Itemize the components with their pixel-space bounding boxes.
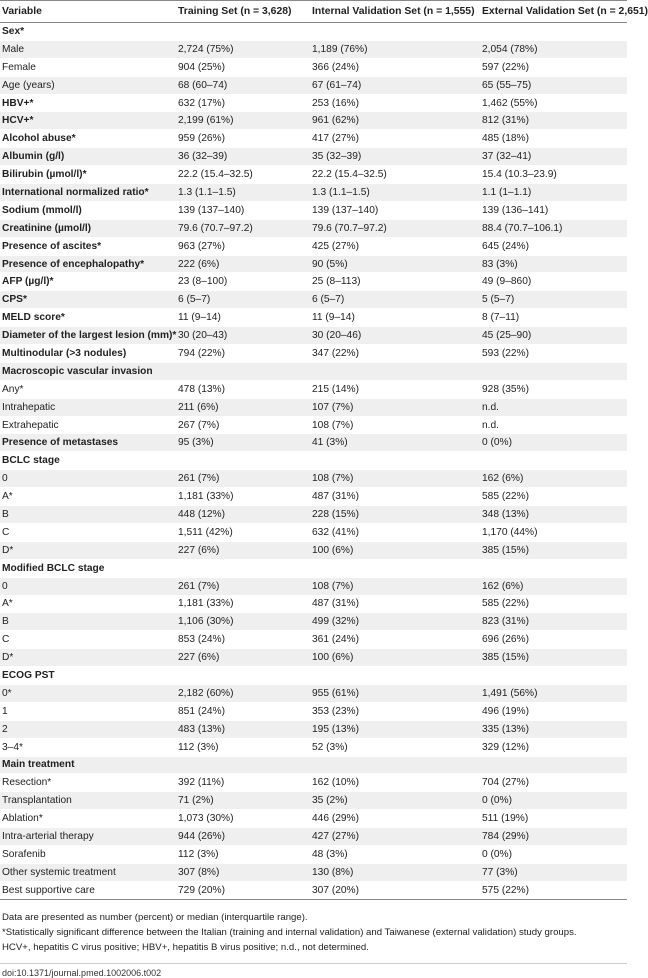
table-row (0, 112, 627, 130)
table-row (0, 613, 627, 631)
training-value: 1.3 (1.1–1.5) (176, 184, 310, 202)
external-value: 812 (31%) (480, 112, 627, 130)
internal-value: 1.3 (1.1–1.5) (310, 184, 480, 202)
training-value: 112 (3%) (176, 738, 310, 756)
row-label: Extrahepatic (0, 416, 176, 434)
table-row (0, 559, 627, 577)
training-value: 112 (3%) (176, 845, 310, 863)
table-row (0, 810, 627, 828)
external-value: 496 (19%) (480, 702, 627, 720)
internal-value (310, 667, 480, 685)
row-label: 0 (0, 577, 176, 595)
row-label: Other systemic treatment (0, 863, 176, 881)
table-row (0, 201, 627, 219)
table-row (0, 291, 627, 309)
table-row (0, 720, 627, 738)
table-row (0, 148, 627, 166)
table-row (0, 595, 627, 613)
table-row (0, 76, 627, 94)
training-value: 79.6 (70.7–97.2) (176, 219, 310, 237)
training-value: 1,181 (33%) (176, 488, 310, 506)
external-value (480, 559, 627, 577)
row-label: Albumin (g/l) (0, 148, 176, 166)
internal-value: 25 (8–113) (310, 273, 480, 291)
external-value: 585 (22%) (480, 595, 627, 613)
internal-value: 90 (5%) (310, 255, 480, 273)
internal-value (310, 452, 480, 470)
internal-value: 79.6 (70.7–97.2) (310, 219, 480, 237)
row-label: B (0, 506, 176, 524)
training-value: 71 (2%) (176, 792, 310, 810)
training-value (176, 756, 310, 774)
footnote: HCV+, hepatitis C virus positive; HBV+, hepatitis B virus positive; n.d., not determined. (2, 941, 369, 953)
training-value (176, 667, 310, 685)
internal-value: 347 (22%) (310, 345, 480, 363)
training-value: 227 (6%) (176, 649, 310, 667)
internal-value: 487 (31%) (310, 595, 480, 613)
table-row (0, 649, 627, 667)
row-label: Female (0, 58, 176, 76)
training-value: 944 (26%) (176, 828, 310, 846)
training-value: 392 (11%) (176, 774, 310, 792)
table-row (0, 470, 627, 488)
internal-value: 487 (31%) (310, 488, 480, 506)
row-label: HBV+* (0, 94, 176, 112)
table-row (0, 362, 627, 380)
internal-value: 100 (6%) (310, 649, 480, 667)
table-row (0, 255, 627, 273)
training-value: 2,199 (61%) (176, 112, 310, 130)
external-value: 597 (22%) (480, 58, 627, 76)
table-row (0, 488, 627, 506)
external-value: 784 (29%) (480, 828, 627, 846)
row-label: Modified BCLC stage (0, 559, 176, 577)
row-label: Transplantation (0, 792, 176, 810)
external-value (480, 756, 627, 774)
internal-value: 52 (3%) (310, 738, 480, 756)
external-value: 49 (9–860) (480, 273, 627, 291)
row-label: Ablation* (0, 810, 176, 828)
header-external-validation-set: External Validation Set (n = 2,651) (480, 1, 627, 23)
external-value: 83 (3%) (480, 255, 627, 273)
row-label: Multinodular (>3 nodules) (0, 345, 176, 363)
training-value: 6 (5–7) (176, 291, 310, 309)
row-label: Resection* (0, 774, 176, 792)
training-value (176, 23, 310, 41)
training-value: 959 (26%) (176, 130, 310, 148)
training-value: 483 (13%) (176, 720, 310, 738)
row-label: Intrahepatic (0, 398, 176, 416)
internal-value: 139 (137–140) (310, 201, 480, 219)
internal-value: 30 (20–46) (310, 327, 480, 345)
internal-value: 67 (61–74) (310, 76, 480, 94)
training-value: 904 (25%) (176, 58, 310, 76)
row-label: 0* (0, 684, 176, 702)
internal-value: 427 (27%) (310, 828, 480, 846)
internal-value: 955 (61%) (310, 684, 480, 702)
row-label: BCLC stage (0, 452, 176, 470)
row-label: C (0, 631, 176, 649)
row-label: 2 (0, 720, 176, 738)
table-row (0, 219, 627, 237)
training-value (176, 559, 310, 577)
table-row (0, 23, 627, 41)
training-value: 1,511 (42%) (176, 523, 310, 541)
row-label: D* (0, 649, 176, 667)
external-value: 928 (35%) (480, 380, 627, 398)
internal-value: 215 (14%) (310, 380, 480, 398)
row-label: Any* (0, 380, 176, 398)
table-row (0, 309, 627, 327)
table-row (0, 756, 627, 774)
training-value: 478 (13%) (176, 380, 310, 398)
training-value: 227 (6%) (176, 541, 310, 559)
external-value: 0 (0%) (480, 434, 627, 452)
external-value: 0 (0%) (480, 845, 627, 863)
external-value (480, 23, 627, 41)
external-value: 8 (7–11) (480, 309, 627, 327)
row-label: Main treatment (0, 756, 176, 774)
table-row (0, 416, 627, 434)
table-body (0, 23, 627, 900)
internal-value: 162 (10%) (310, 774, 480, 792)
row-label: D* (0, 541, 176, 559)
external-value: 88.4 (70.7–106.1) (480, 219, 627, 237)
training-value: 30 (20–43) (176, 327, 310, 345)
table-row (0, 863, 627, 881)
training-value: 261 (7%) (176, 470, 310, 488)
row-label: MELD score* (0, 309, 176, 327)
training-value (176, 452, 310, 470)
training-value: 22.2 (15.4–32.5) (176, 166, 310, 184)
external-value: 645 (24%) (480, 237, 627, 255)
external-value: 139 (136–141) (480, 201, 627, 219)
table-row (0, 684, 627, 702)
external-value: 77 (3%) (480, 863, 627, 881)
training-value: 222 (6%) (176, 255, 310, 273)
header-training-set: Training Set (n = 3,628) (176, 1, 310, 23)
internal-value: 253 (16%) (310, 94, 480, 112)
external-value: 485 (18%) (480, 130, 627, 148)
row-label: Sodium (mmol/l) (0, 201, 176, 219)
table-row (0, 667, 627, 685)
training-value: 2,724 (75%) (176, 40, 310, 58)
training-value: 68 (60–74) (176, 76, 310, 94)
row-label: ECOG PST (0, 667, 176, 685)
internal-value: 1,189 (76%) (310, 40, 480, 58)
internal-value: 108 (7%) (310, 577, 480, 595)
doi-link[interactable]: doi:10.1371/journal.pmed.1002006.t002 (0, 963, 627, 978)
training-value: 267 (7%) (176, 416, 310, 434)
internal-value: 307 (20%) (310, 881, 480, 899)
internal-value (310, 559, 480, 577)
row-label: 0 (0, 470, 176, 488)
table-row (0, 398, 627, 416)
internal-value (310, 23, 480, 41)
training-value: 36 (32–39) (176, 148, 310, 166)
external-value: 162 (6%) (480, 470, 627, 488)
external-value: 385 (15%) (480, 541, 627, 559)
row-label: Age (years) (0, 76, 176, 94)
row-label: B (0, 613, 176, 631)
training-value: 307 (8%) (176, 863, 310, 881)
row-label: AFP (µg/l)* (0, 273, 176, 291)
internal-value: 425 (27%) (310, 237, 480, 255)
training-value: 23 (8–100) (176, 273, 310, 291)
training-value: 729 (20%) (176, 881, 310, 899)
external-value: 704 (27%) (480, 774, 627, 792)
table-row (0, 58, 627, 76)
internal-value: 446 (29%) (310, 810, 480, 828)
internal-value: 100 (6%) (310, 541, 480, 559)
table-row (0, 738, 627, 756)
training-value: 11 (9–14) (176, 309, 310, 327)
internal-value: 632 (41%) (310, 523, 480, 541)
training-value: 95 (3%) (176, 434, 310, 452)
table-row (0, 828, 627, 846)
table-header-row (0, 1, 627, 23)
external-value: 511 (19%) (480, 810, 627, 828)
table-row (0, 327, 627, 345)
external-value: 45 (25–90) (480, 327, 627, 345)
row-label: Diameter of the largest lesion (mm)* (0, 327, 176, 345)
row-label: Presence of encephalopathy* (0, 255, 176, 273)
internal-value: 48 (3%) (310, 845, 480, 863)
table-row (0, 523, 627, 541)
table-row (0, 237, 627, 255)
row-label: 1 (0, 702, 176, 720)
row-label: Sorafenib (0, 845, 176, 863)
external-value: 593 (22%) (480, 345, 627, 363)
row-label: A* (0, 595, 176, 613)
external-value: n.d. (480, 416, 627, 434)
table-row (0, 541, 627, 559)
internal-value: 22.2 (15.4–32.5) (310, 166, 480, 184)
table-row (0, 792, 627, 810)
table-row (0, 845, 627, 863)
table-row (0, 702, 627, 720)
internal-value: 353 (23%) (310, 702, 480, 720)
row-label: Bilirubin (µmol/l)* (0, 166, 176, 184)
internal-value: 366 (24%) (310, 58, 480, 76)
table-footnotes (0, 910, 627, 955)
external-value (480, 667, 627, 685)
table-row (0, 434, 627, 452)
external-value: 348 (13%) (480, 506, 627, 524)
training-value: 139 (137–140) (176, 201, 310, 219)
external-value: 0 (0%) (480, 792, 627, 810)
external-value: n.d. (480, 398, 627, 416)
internal-value: 107 (7%) (310, 398, 480, 416)
row-label: Sex* (0, 23, 176, 41)
external-value: 65 (55–75) (480, 76, 627, 94)
internal-value: 108 (7%) (310, 470, 480, 488)
table-row (0, 506, 627, 524)
table-row (0, 273, 627, 291)
external-value: 329 (12%) (480, 738, 627, 756)
internal-value: 6 (5–7) (310, 291, 480, 309)
training-value: 2,182 (60%) (176, 684, 310, 702)
external-value: 15.4 (10.3–23.9) (480, 166, 627, 184)
internal-value: 499 (32%) (310, 613, 480, 631)
internal-value: 35 (2%) (310, 792, 480, 810)
row-label: Macroscopic vascular invasion (0, 362, 176, 380)
external-value (480, 362, 627, 380)
external-value: 37 (32–41) (480, 148, 627, 166)
table-row (0, 774, 627, 792)
training-value: 1,106 (30%) (176, 613, 310, 631)
training-value: 261 (7%) (176, 577, 310, 595)
external-value: 585 (22%) (480, 488, 627, 506)
training-value (176, 362, 310, 380)
internal-value (310, 362, 480, 380)
row-label: Alcohol abuse* (0, 130, 176, 148)
internal-value: 130 (8%) (310, 863, 480, 881)
training-value: 1,073 (30%) (176, 810, 310, 828)
external-value: 1.1 (1–1.1) (480, 184, 627, 202)
training-value: 632 (17%) (176, 94, 310, 112)
training-value: 851 (24%) (176, 702, 310, 720)
training-value: 211 (6%) (176, 398, 310, 416)
internal-value: 361 (24%) (310, 631, 480, 649)
row-label: Creatinine (µmol/l) (0, 219, 176, 237)
header-variable: Variable (0, 1, 176, 23)
internal-value (310, 756, 480, 774)
external-value: 696 (26%) (480, 631, 627, 649)
header-internal-validation-set: Internal Validation Set (n = 1,555) (310, 1, 480, 23)
row-label: Best supportive care (0, 881, 176, 899)
row-label: 3–4* (0, 738, 176, 756)
internal-value: 195 (13%) (310, 720, 480, 738)
table-row (0, 130, 627, 148)
row-label: Intra-arterial therapy (0, 828, 176, 846)
table-row (0, 577, 627, 595)
row-label: CPS* (0, 291, 176, 309)
footnote: Data are presented as number (percent) or median (interquartile range). (2, 911, 308, 923)
row-label: Presence of metastases (0, 434, 176, 452)
table-row (0, 380, 627, 398)
internal-value: 41 (3%) (310, 434, 480, 452)
external-value: 162 (6%) (480, 577, 627, 595)
training-value: 853 (24%) (176, 631, 310, 649)
table-row (0, 40, 627, 58)
external-value: 1,462 (55%) (480, 94, 627, 112)
row-label: HCV+* (0, 112, 176, 130)
internal-value: 108 (7%) (310, 416, 480, 434)
internal-value: 417 (27%) (310, 130, 480, 148)
table-row (0, 881, 627, 899)
row-label: Male (0, 40, 176, 58)
external-value: 1,170 (44%) (480, 523, 627, 541)
row-label: C (0, 523, 176, 541)
external-value: 2,054 (78%) (480, 40, 627, 58)
internal-value: 961 (62%) (310, 112, 480, 130)
table-row (0, 184, 627, 202)
table-row (0, 345, 627, 363)
internal-value: 11 (9–14) (310, 309, 480, 327)
internal-value: 35 (32–39) (310, 148, 480, 166)
external-value: 823 (31%) (480, 613, 627, 631)
internal-value: 228 (15%) (310, 506, 480, 524)
external-value: 1,491 (56%) (480, 684, 627, 702)
row-label: International normalized ratio* (0, 184, 176, 202)
external-value: 575 (22%) (480, 881, 627, 899)
row-label: A* (0, 488, 176, 506)
table-row (0, 166, 627, 184)
external-value: 385 (15%) (480, 649, 627, 667)
training-value: 1,181 (33%) (176, 595, 310, 613)
external-value: 335 (13%) (480, 720, 627, 738)
external-value (480, 452, 627, 470)
row-label: Presence of ascites* (0, 237, 176, 255)
table-row (0, 94, 627, 112)
training-value: 963 (27%) (176, 237, 310, 255)
table-row (0, 452, 627, 470)
footnote: *Statistically significant difference between the Italian (training and internal validation) and Taiwanese (external validation) study groups. (2, 926, 577, 938)
table-row (0, 631, 627, 649)
external-value: 5 (5–7) (480, 291, 627, 309)
training-value: 448 (12%) (176, 506, 310, 524)
training-value: 794 (22%) (176, 345, 310, 363)
